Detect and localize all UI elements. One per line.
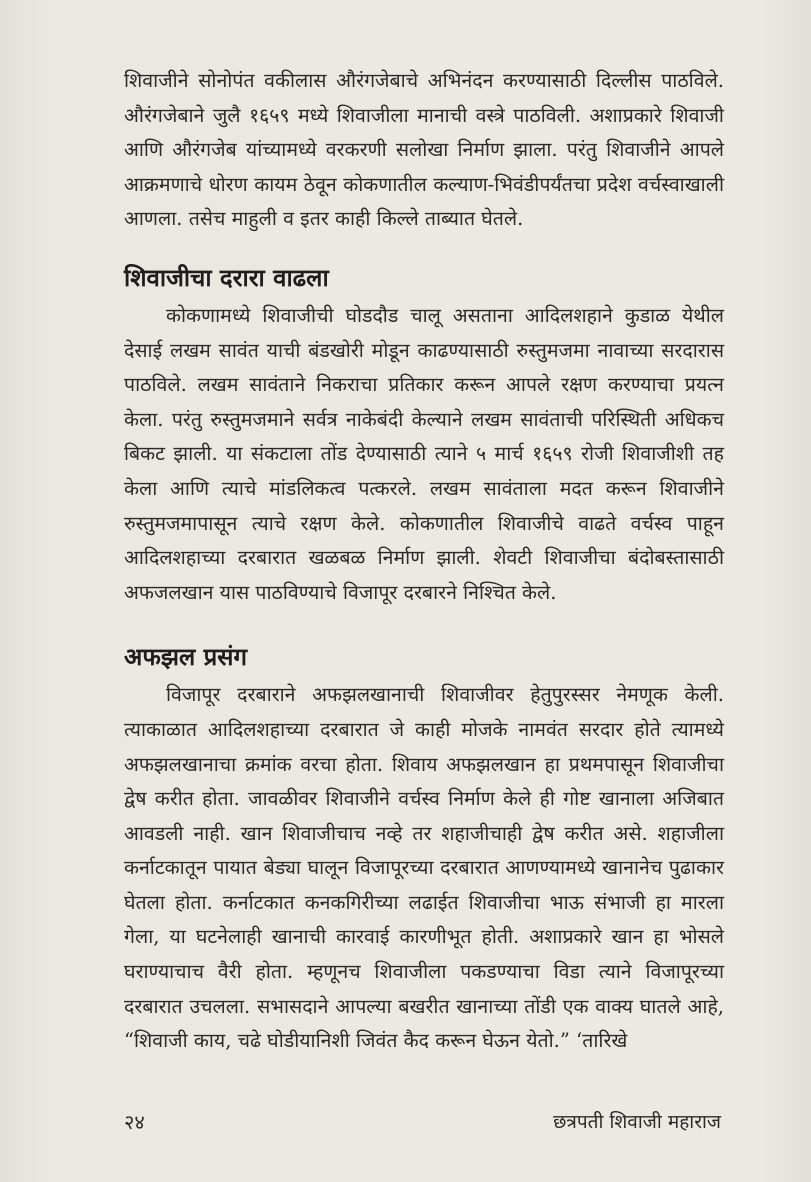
page-content — [124, 64, 724, 1059]
paragraph-afzal: विजापूर दरबाराने अफझलखानाची शिवाजीवर हेतुपुरस्सर नेमणूक केली. त्याकाळात आदिलशहाच्या दरबारात जे काही मोजके नामवंत सरदार होते त्यामध्ये अफझलखानाचा क्रमांक वरचा होता. शिवाय अफझलखान हा प्रथमपासून शिवाजीचा द्वेष करीत होता. जावळीवर शिवाजीने वर्चस्व निर्माण केले ही गोष्ट खानाला अजिबात आवडली नाही. खान शिवाजीचाच नव्हे तर शहाजीचाही द्वेष करीत असे. शहाजीला कर्नाटकातून पायात बेड्या घालून विजापूरच्या दरबारात आणण्यामध्ये खानानेच पुढाकार घेतला होता. कर्नाटकात कनकगिरीच्या लढाईत शिवाजीचा भाऊ संभाजी हा मारला गेला, या घटनेलाही खानाची कारवाई कारणीभूत होती. अशाप्रकारे खान हा भोसले घराण्याचाच वैरी होता. म्हणूनच शिवाजीला पकडण्याचा विडा त्याने विजापूरच्या दरबारात उचलला. सभासदाने आपल्या बखरीत खानाच्या तोंडी एक वाक्य घातले आहे, “शिवाजी काय, चढे घोडीयानिशी जिवंत कैद करून घेऊन येतो.” ‘तारिखे — [124, 683, 724, 1053]
paragraph-darara: कोकणामध्ये शिवाजीची घोडदौड चालू असताना आदिलशहाने कुडाळ येथील देसाई लखम सावंत याची बंडखोरी मोडून काढण्यासाठी रुस्तुमजमा नावाच्या सरदारास पाठविले. लखम सावंताने निकराचा प्रतिकार करून आपले रक्षण करण्याचा प्रयत्न केला. परंतु रुस्तुमजमाने सर्वत्र नाकेबंदी केल्याने लखम सावंताची परिस्थिती अधिकच बिकट झाली. या संकटाला तोंड देण्यासाठी त्याने ५ मार्च १६५९ रोजी शिवाजीशी तह केला आणि त्याचे मांडलिकत्व पत्करले. लखम सावंताला मदत करून शिवाजीने रुस्तुमजमापासून त्याचे रक्षण केले. कोकणातील शिवाजीचे वाढते वर्चस्व पाहून आदिलशहाच्या दरबारात खळबळ निर्माण झाली. शेवटी शिवाजीचा बंदोबस्तासाठी अफजलखान यास पाठविण्याचे विजापूर दरबारने निश्चित केले. — [124, 303, 724, 604]
page-number: २४ — [124, 1110, 145, 1134]
running-footer-title: छत्रपती शिवाजी महाराज — [553, 1111, 721, 1133]
section-heading-shivaji-darara: शिवाजीचा दरारा वाढला — [124, 263, 329, 292]
section-heading-afzal-prasang: अफझल प्रसंग — [124, 643, 248, 672]
paragraph-intro: शिवाजीने सोनोपंत वकीलास औरंगजेबाचे अभिनंदन करण्यासाठी दिल्लीस पाठविले. औरंगजेबाने जुलै १६५९ मध्ये शिवाजीला मानाची वस्त्रे पाठविली. अशाप्रकारे शिवाजी आणि औरंगजेब यांच्यामध्ये वरकरणी सलोखा निर्माण झाला. परंतु शिवाजीने आपले आक्रमणाचे धोरण कायम ठेवून कोकणातील कल्याण-भिवंडीपर्यंतचा प्रदेश वर्चस्वाखाली आणला. तसेच माहुली व इतर काही किल्ले ताब्यात घेतले. — [124, 69, 724, 231]
